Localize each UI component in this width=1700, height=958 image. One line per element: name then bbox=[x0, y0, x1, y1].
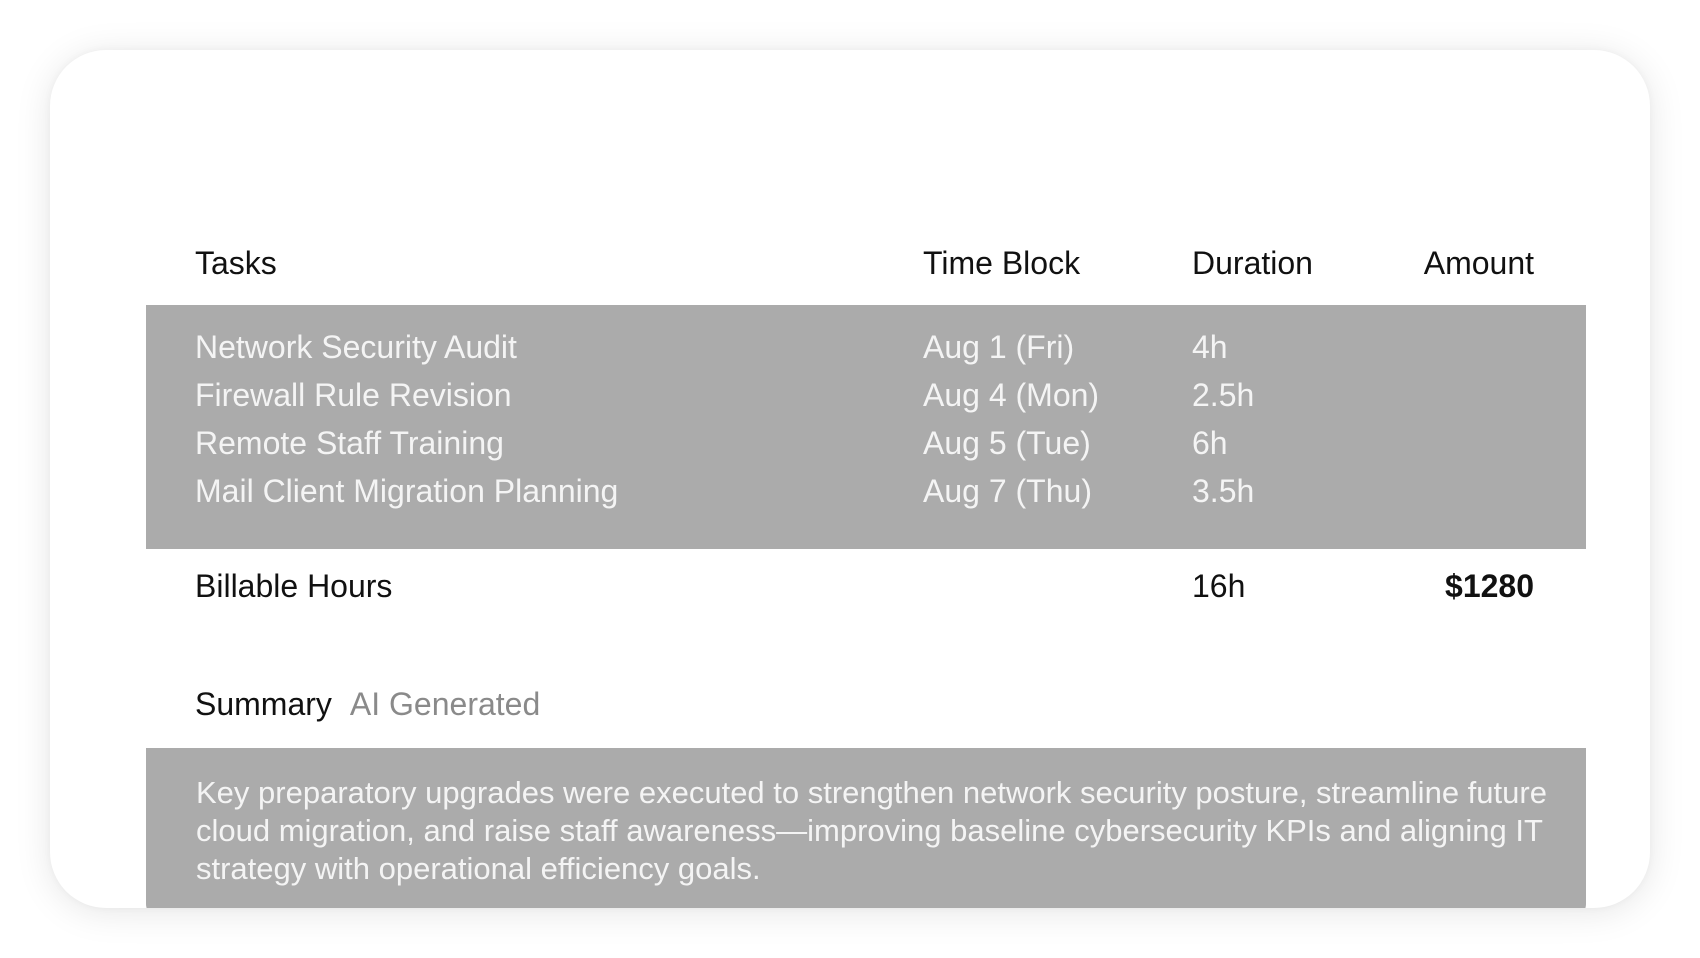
task-duration: 3.5h bbox=[1192, 473, 1255, 509]
summary-text: Key preparatory upgrades were executed to strengthen network security posture, streamline future cloud migration, and raise staff awareness—improving baseline cybersecurity KPIs and aligning IT strategy with operational efficiency goals. bbox=[196, 775, 1547, 886]
task-list bbox=[146, 305, 1586, 549]
task-name: Firewall Rule Revision bbox=[195, 377, 512, 413]
table-row bbox=[146, 377, 1586, 429]
invoice-card bbox=[50, 50, 1650, 908]
summary-box bbox=[146, 748, 1586, 908]
total-duration: 16h bbox=[1192, 568, 1246, 604]
task-time-block: Aug 4 (Mon) bbox=[923, 377, 1100, 413]
table-header bbox=[50, 245, 1650, 305]
task-name: Mail Client Migration Planning bbox=[195, 473, 619, 509]
task-time-block: Aug 5 (Tue) bbox=[923, 425, 1091, 461]
time-block-column-header: Time Block bbox=[923, 245, 1081, 281]
tasks-column-header: Tasks bbox=[195, 245, 277, 281]
table-row bbox=[146, 425, 1586, 477]
task-name: Network Security Audit bbox=[195, 329, 517, 365]
task-duration: 4h bbox=[1192, 329, 1228, 365]
task-name: Remote Staff Training bbox=[195, 425, 504, 461]
task-time-block: Aug 7 (Thu) bbox=[923, 473, 1092, 509]
task-duration: 2.5h bbox=[1192, 377, 1255, 413]
duration-column-header: Duration bbox=[1192, 245, 1313, 281]
billable-hours-label: Billable Hours bbox=[195, 568, 393, 604]
total-amount: $1280 bbox=[1445, 568, 1534, 604]
billable-total-row bbox=[50, 568, 1650, 620]
table-row bbox=[146, 329, 1586, 381]
task-duration: 6h bbox=[1192, 425, 1228, 461]
task-time-block: Aug 1 (Fri) bbox=[923, 329, 1075, 365]
table-row bbox=[146, 473, 1586, 525]
summary-title: Summary bbox=[195, 686, 332, 722]
summary-header bbox=[195, 686, 540, 723]
amount-column-header: Amount bbox=[1423, 245, 1534, 281]
ai-generated-badge: AI Generated bbox=[349, 686, 541, 722]
